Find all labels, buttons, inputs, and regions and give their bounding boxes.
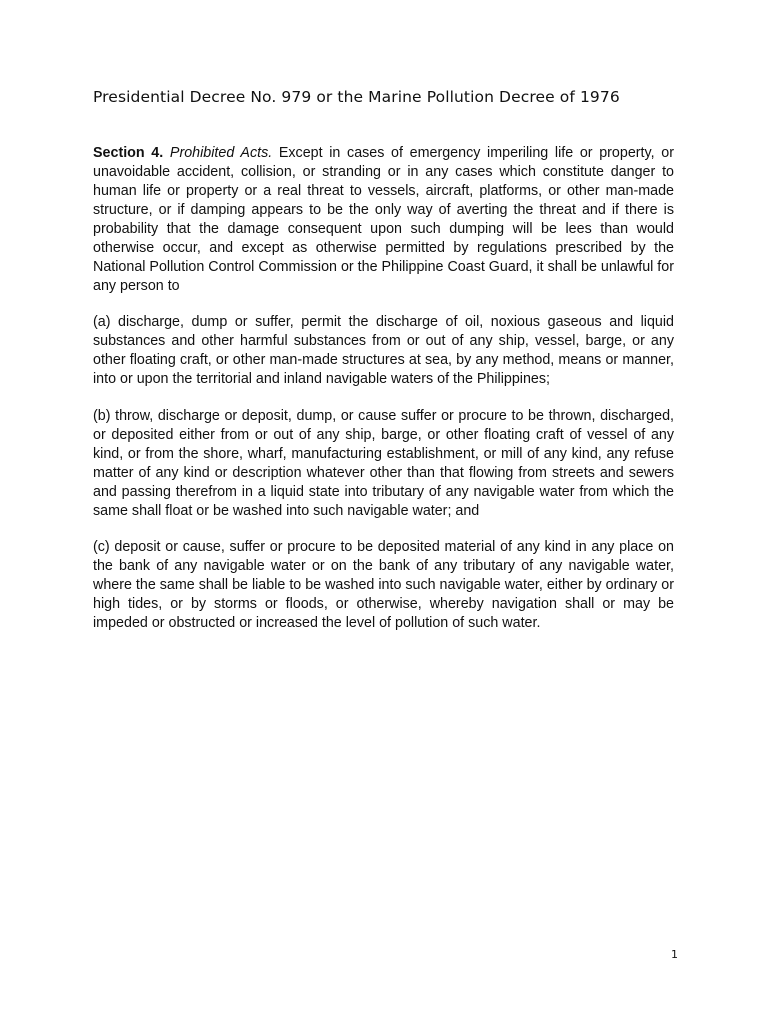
clause-c-paragraph: (c) deposit or cause, suffer or procure to be deposited material of any kind in any place on the bank of any navigable water or on the bank of any tributary of any navigable water, where the same shall be liable to be washed into such navigable water, either by ordinary or high tides, or by storms or floods, or otherwise, whereby navigation shall or may be impeded or obstructed or increased the level of pollution of such water.	[93, 539, 674, 631]
clause-b-paragraph: (b) throw, discharge or deposit, dump, or cause suffer or procure to be thrown, discharged, or deposited either from or out of any ship, barge, or other floating craft of vessel of any kind, or from the shore, wharf, manufacturing establishment, or mill of any kind, any refuse matter of any kind or description whatever other than that flowing from streets and sewers and passing therefrom in a liquid state into tributary of any navigable water from which the same shall float or be washed into such navigable water; and	[93, 408, 674, 519]
page-number: 1	[671, 948, 678, 961]
section-4-paragraph	[93, 144, 674, 296]
section-text: Except in cases of emergency imperiling life or property, or unavoidable accident, collision, or stranding or in any cases which constitute danger to human life or property or a real threat to vessels, aircraft, platforms, or other man-made structure, or if damping appears to be the only way of averting the threat and if there is probability that the damage consequent upon such dumping will be lees than would otherwise occur, and except as otherwise permitted by regulations prescribed by the National Pollution Control Commission or the Philippine Coast Guard, it shall be unlawful for any person to	[93, 145, 674, 294]
document-body	[93, 144, 674, 650]
section-label: Section 4.	[93, 145, 164, 161]
section-title: Prohibited Acts.	[169, 145, 273, 161]
document-title: Presidential Decree No. 979 or the Marine Pollution Decree of 1976	[93, 88, 620, 106]
clause-a-paragraph: (a) discharge, dump or suffer, permit the discharge of oil, noxious gaseous and liquid substances and other harmful substances from or out of any ship, vessel, barge, or any other floating craft, or other man-made structures at sea, by any method, means or manner, into or upon the territorial and inland navigable waters of the Philippines;	[93, 314, 674, 387]
